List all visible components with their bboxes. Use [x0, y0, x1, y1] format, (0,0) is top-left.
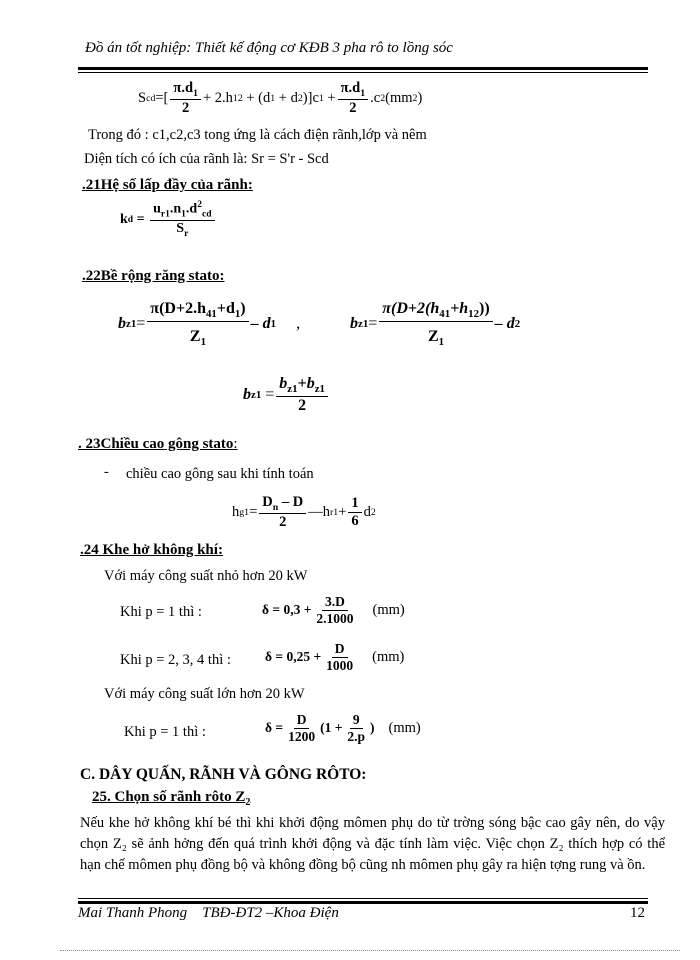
page-bottom-dotted-line — [60, 950, 680, 951]
section-22-title: .22Bề rộng răng stato: — [82, 268, 225, 284]
insulation-note: Trong đó : c1,c2,c3 tong ứng là cách điện rãnh,lớp và nêm — [88, 127, 427, 143]
rotor-slot-paragraph: Nếu khe hở không khí bé thì khi khởi động mômen phụ do từ trờng sóng bậc cao gây nên, do vậy chọn Z₂ sẽ ảnh hởng đến quá trình khởi động và đặc tính làm việc. Việc chọn Z₂ thích hợp có thể hạn chế mômen phụ đồng bộ và không đồng bộ cũng nh mômen phụ gây ra hiện tợng rung và ồn. — [80, 815, 665, 873]
small-power-note: Với máy công suất nhỏ hơn 20 kW — [104, 568, 308, 584]
airgap-formula-2: δ = 0,25 + $\frac{D}{1000}$ (mm) — [265, 641, 405, 673]
case3-label: Khi p = 1 thì : — [124, 724, 206, 740]
tooth-width-formula-b: b z1 = $\frac{\pi(D+2(h_{41}+h_{12}))}{Z_1}$ – d 2 — [350, 300, 521, 348]
header-rule-thin — [78, 72, 648, 73]
bullet-dash: - — [104, 464, 109, 480]
useful-area-note: Diện tích có ích của rãnh là: Sr = S'r - Scd — [84, 151, 329, 167]
case2-label: Khi p = 2, 3, 4 thì : — [120, 652, 231, 668]
page-footer: Mai Thanh Phong TBĐ-ĐT2 –Khoa Điện — [78, 905, 339, 921]
section-21-title: .21Hệ số lấp đầy của rãnh: — [82, 177, 253, 193]
section-24-title: .24 Khe hở không khí: — [80, 542, 223, 558]
large-power-note: Với máy công suất lớn hơn 20 kW — [104, 686, 305, 702]
tooth-width-average-formula: b z1 = $\frac{b_{z1}+b_{z1}}{2}$ — [243, 375, 330, 415]
tooth-width-formula-a: b z1 = $\frac{\pi(D+2.h_{41}+d_1)}{Z_1}$ – d 1 , — [118, 300, 301, 348]
header-rule — [78, 67, 648, 70]
case1-label: Khi p = 1 thì : — [120, 604, 202, 620]
yoke-height-formula: h g1 = $\frac{D_n - D}{2}$ —h r1 + $\frac{1}{6}$ d 2 — [232, 494, 376, 531]
airgap-formula-1: δ = 0,3 + $\frac{3.D}{2.1000}$ (mm) — [262, 594, 405, 626]
section-25-title: 25. Chọn số rãnh rôto $Z_2$ — [92, 789, 251, 808]
yoke-note: chiều cao gông sau khi tính toán — [126, 466, 314, 482]
section-23-title: . 23Chiều cao gông stato: — [78, 436, 238, 452]
airgap-formula-3: δ = $\frac{D}{1200}$ (1 + $\frac{9}{2.p}$ ) (mm) — [265, 712, 421, 744]
page-number: 12 — [630, 905, 645, 921]
fill-factor-formula: k d = $\frac{u_{r1}.n_1.d^2_{cd}}{S_r}$ — [120, 200, 217, 240]
footer-rule — [78, 901, 648, 904]
chapter-c-heading: C. DÂY QUẤN, RÃNH VÀ GÔNG RÔTO: — [80, 766, 367, 783]
page-header: Đồ án tốt nghiệp: Thiết kế động cơ KĐB 3 pha rô to lồng sóc — [85, 40, 453, 56]
scd-formula: S cd =[ $\frac{\pi.d_1}{2}$ + 2.h 12 + (d 1 + d 2 )]c 1 + $\frac{\pi.d_1}{2}$ .c 2 (mm 2 ) — [138, 80, 423, 117]
footer-rule-thin — [78, 898, 648, 899]
